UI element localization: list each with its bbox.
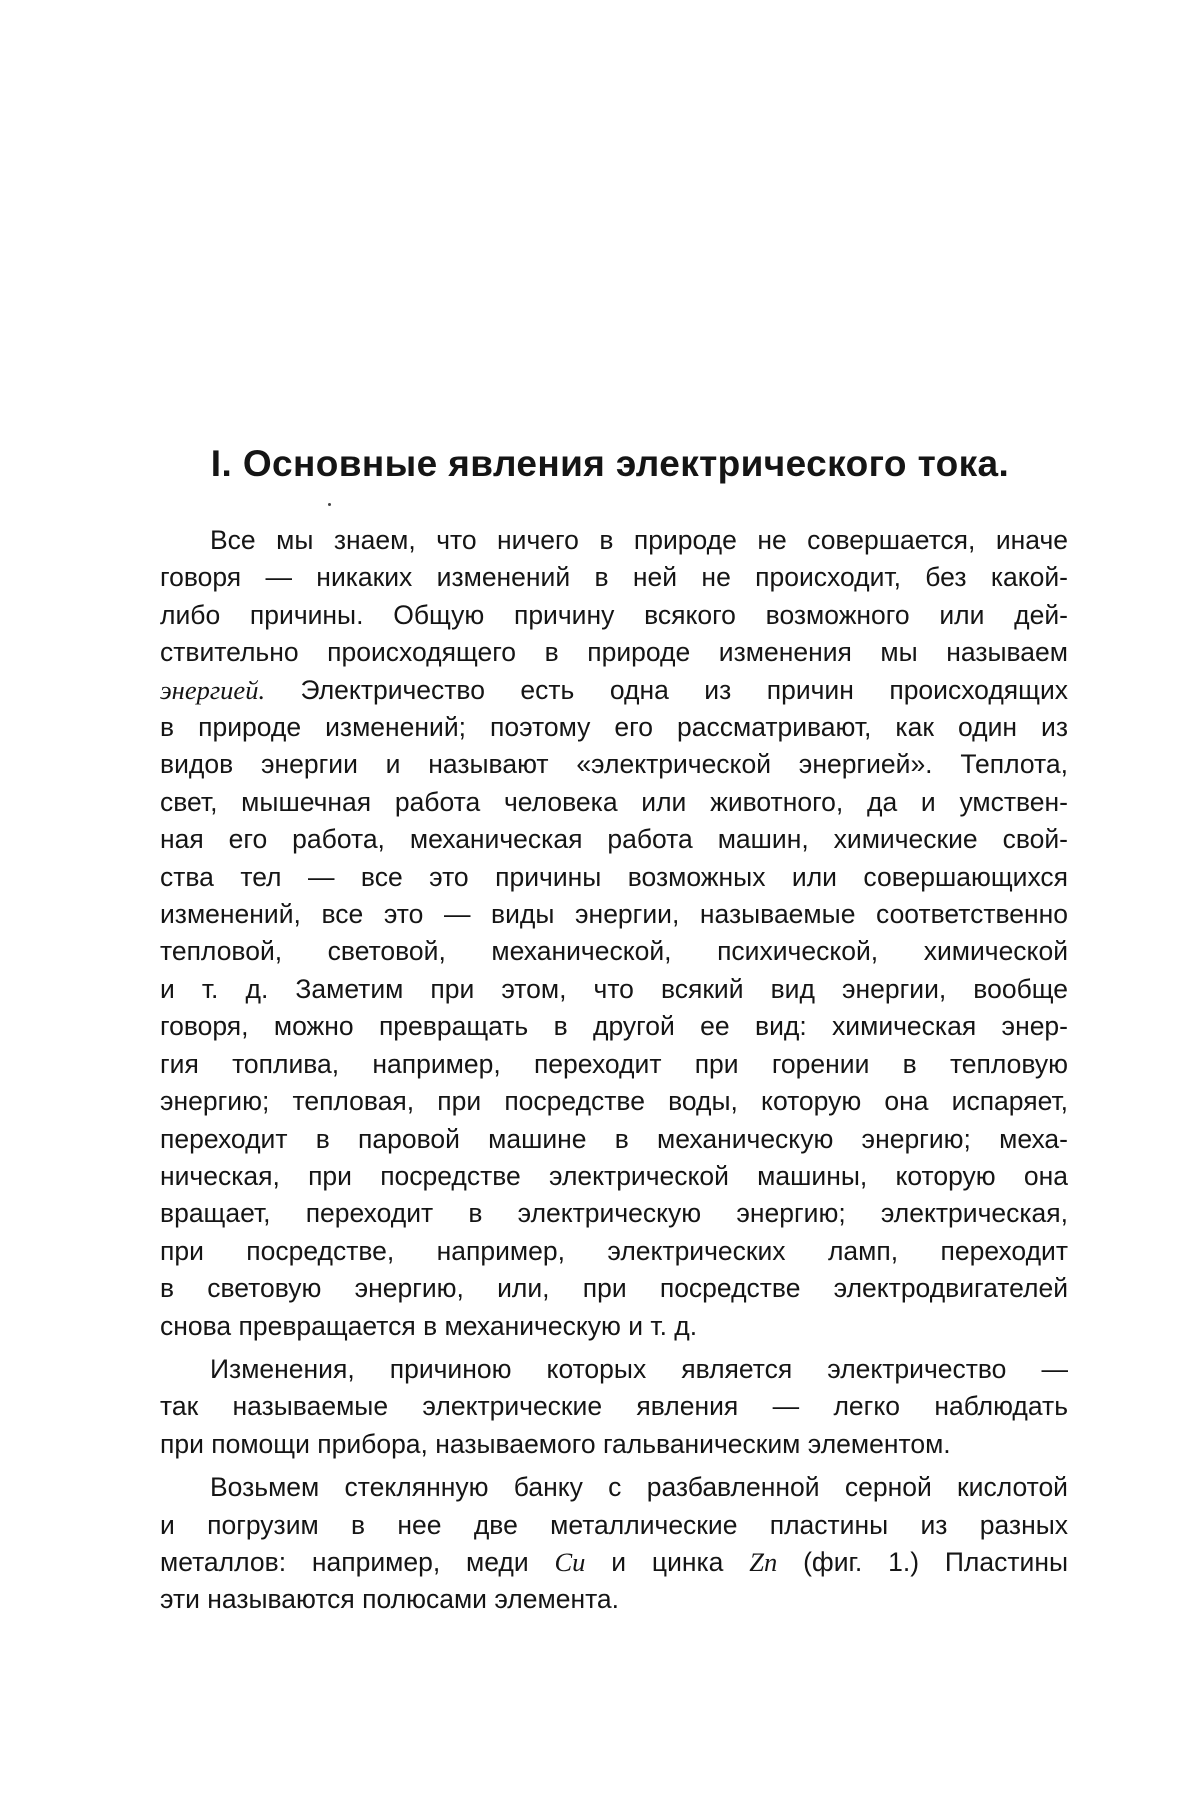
text-line: видов энергии и называют «электрической энергией». Теплота, xyxy=(160,749,1068,780)
text-line: так называемые электрические явления — легко наблюдать xyxy=(160,1391,1068,1422)
text-line: и погрузим в нее две металлические пластины из разных xyxy=(160,1509,1068,1540)
text-line: при посредстве, например, электрических ламп, переходит xyxy=(160,1235,1068,1266)
text-line: при помощи прибора, называемого гальваническим элементом. xyxy=(160,1428,951,1459)
text-line: говоря, можно превращать в другой ее вид: химическая энер- xyxy=(160,1011,1068,1042)
text-line: эти называются полюсами элемента. xyxy=(160,1584,620,1615)
text-line: тепловой, световой, механической, психической, химической xyxy=(160,936,1068,967)
text-line: снова превращается в механическую и т. д. xyxy=(160,1310,698,1341)
paragraph xyxy=(160,1469,1068,1619)
italic-term: Zn xyxy=(749,1546,778,1577)
paragraph xyxy=(160,1351,1068,1463)
text-line: ствительно происходящего в природе изменения мы называем xyxy=(160,637,1068,668)
text-run: Электричество есть одна из причин происходящих xyxy=(265,674,1068,705)
text-line: ная его работа, механическая работа машин, химические свой- xyxy=(160,824,1068,855)
text-line: энергию; тепловая, при посредстве воды, которую она испаряет, xyxy=(160,1086,1068,1117)
text-run: (фиг. 1.) Пластины xyxy=(777,1546,1068,1577)
text-line: и т. д. Заметим при этом, что всякий вид энергии, вообще xyxy=(160,973,1068,1004)
body-text xyxy=(160,522,1068,1619)
text-line: свет, мышечная работа человека или животного, да и умствен- xyxy=(160,786,1068,817)
text-line: изменений, все это — виды энергии, называемые соответственно xyxy=(160,899,1068,930)
text-run: и цинка xyxy=(585,1546,750,1577)
text-line xyxy=(160,672,1068,709)
text-line: гия топлива, например, переходит при горении в тепловую xyxy=(160,1048,1068,1079)
text-line: в световую энергию, или, при посредстве электродвигателей xyxy=(160,1273,1068,1304)
print-speck xyxy=(328,503,331,506)
text-line: в природе изменений; поэтому его рассматривают, как один из xyxy=(160,712,1068,743)
text-line: вращает, переходит в электрическую энергию; электрическая, xyxy=(160,1198,1068,1229)
text-line: Изменения, причиною которых является электричество — xyxy=(210,1353,1068,1384)
chapter-heading: I. Основные явления электрического тока. xyxy=(210,443,1010,484)
text-line xyxy=(160,1544,1068,1581)
text-line: либо причины. Общую причину всякого возможного или дей- xyxy=(160,599,1068,630)
text-run: металлов: например, меди xyxy=(160,1546,555,1577)
paragraph xyxy=(160,522,1068,1345)
text-line: говоря — никаких изменений в ней не происходит, без какой- xyxy=(160,562,1068,593)
text-line: Возьмем стеклянную банку с разбавленной серной кислотой xyxy=(210,1472,1068,1503)
italic-term: Cu xyxy=(554,1546,586,1577)
text-line: ническая, при посредстве электрической машины, которую она xyxy=(160,1160,1068,1191)
text-line: переходит в паровой машине в механическую энергию; меха- xyxy=(160,1123,1068,1154)
text-line: Все мы знаем, что ничего в природе не совершается, иначе xyxy=(210,525,1068,555)
italic-term: энергией. xyxy=(160,674,266,705)
text-line: ства тел — все это причины возможных или совершающихся xyxy=(160,861,1068,892)
